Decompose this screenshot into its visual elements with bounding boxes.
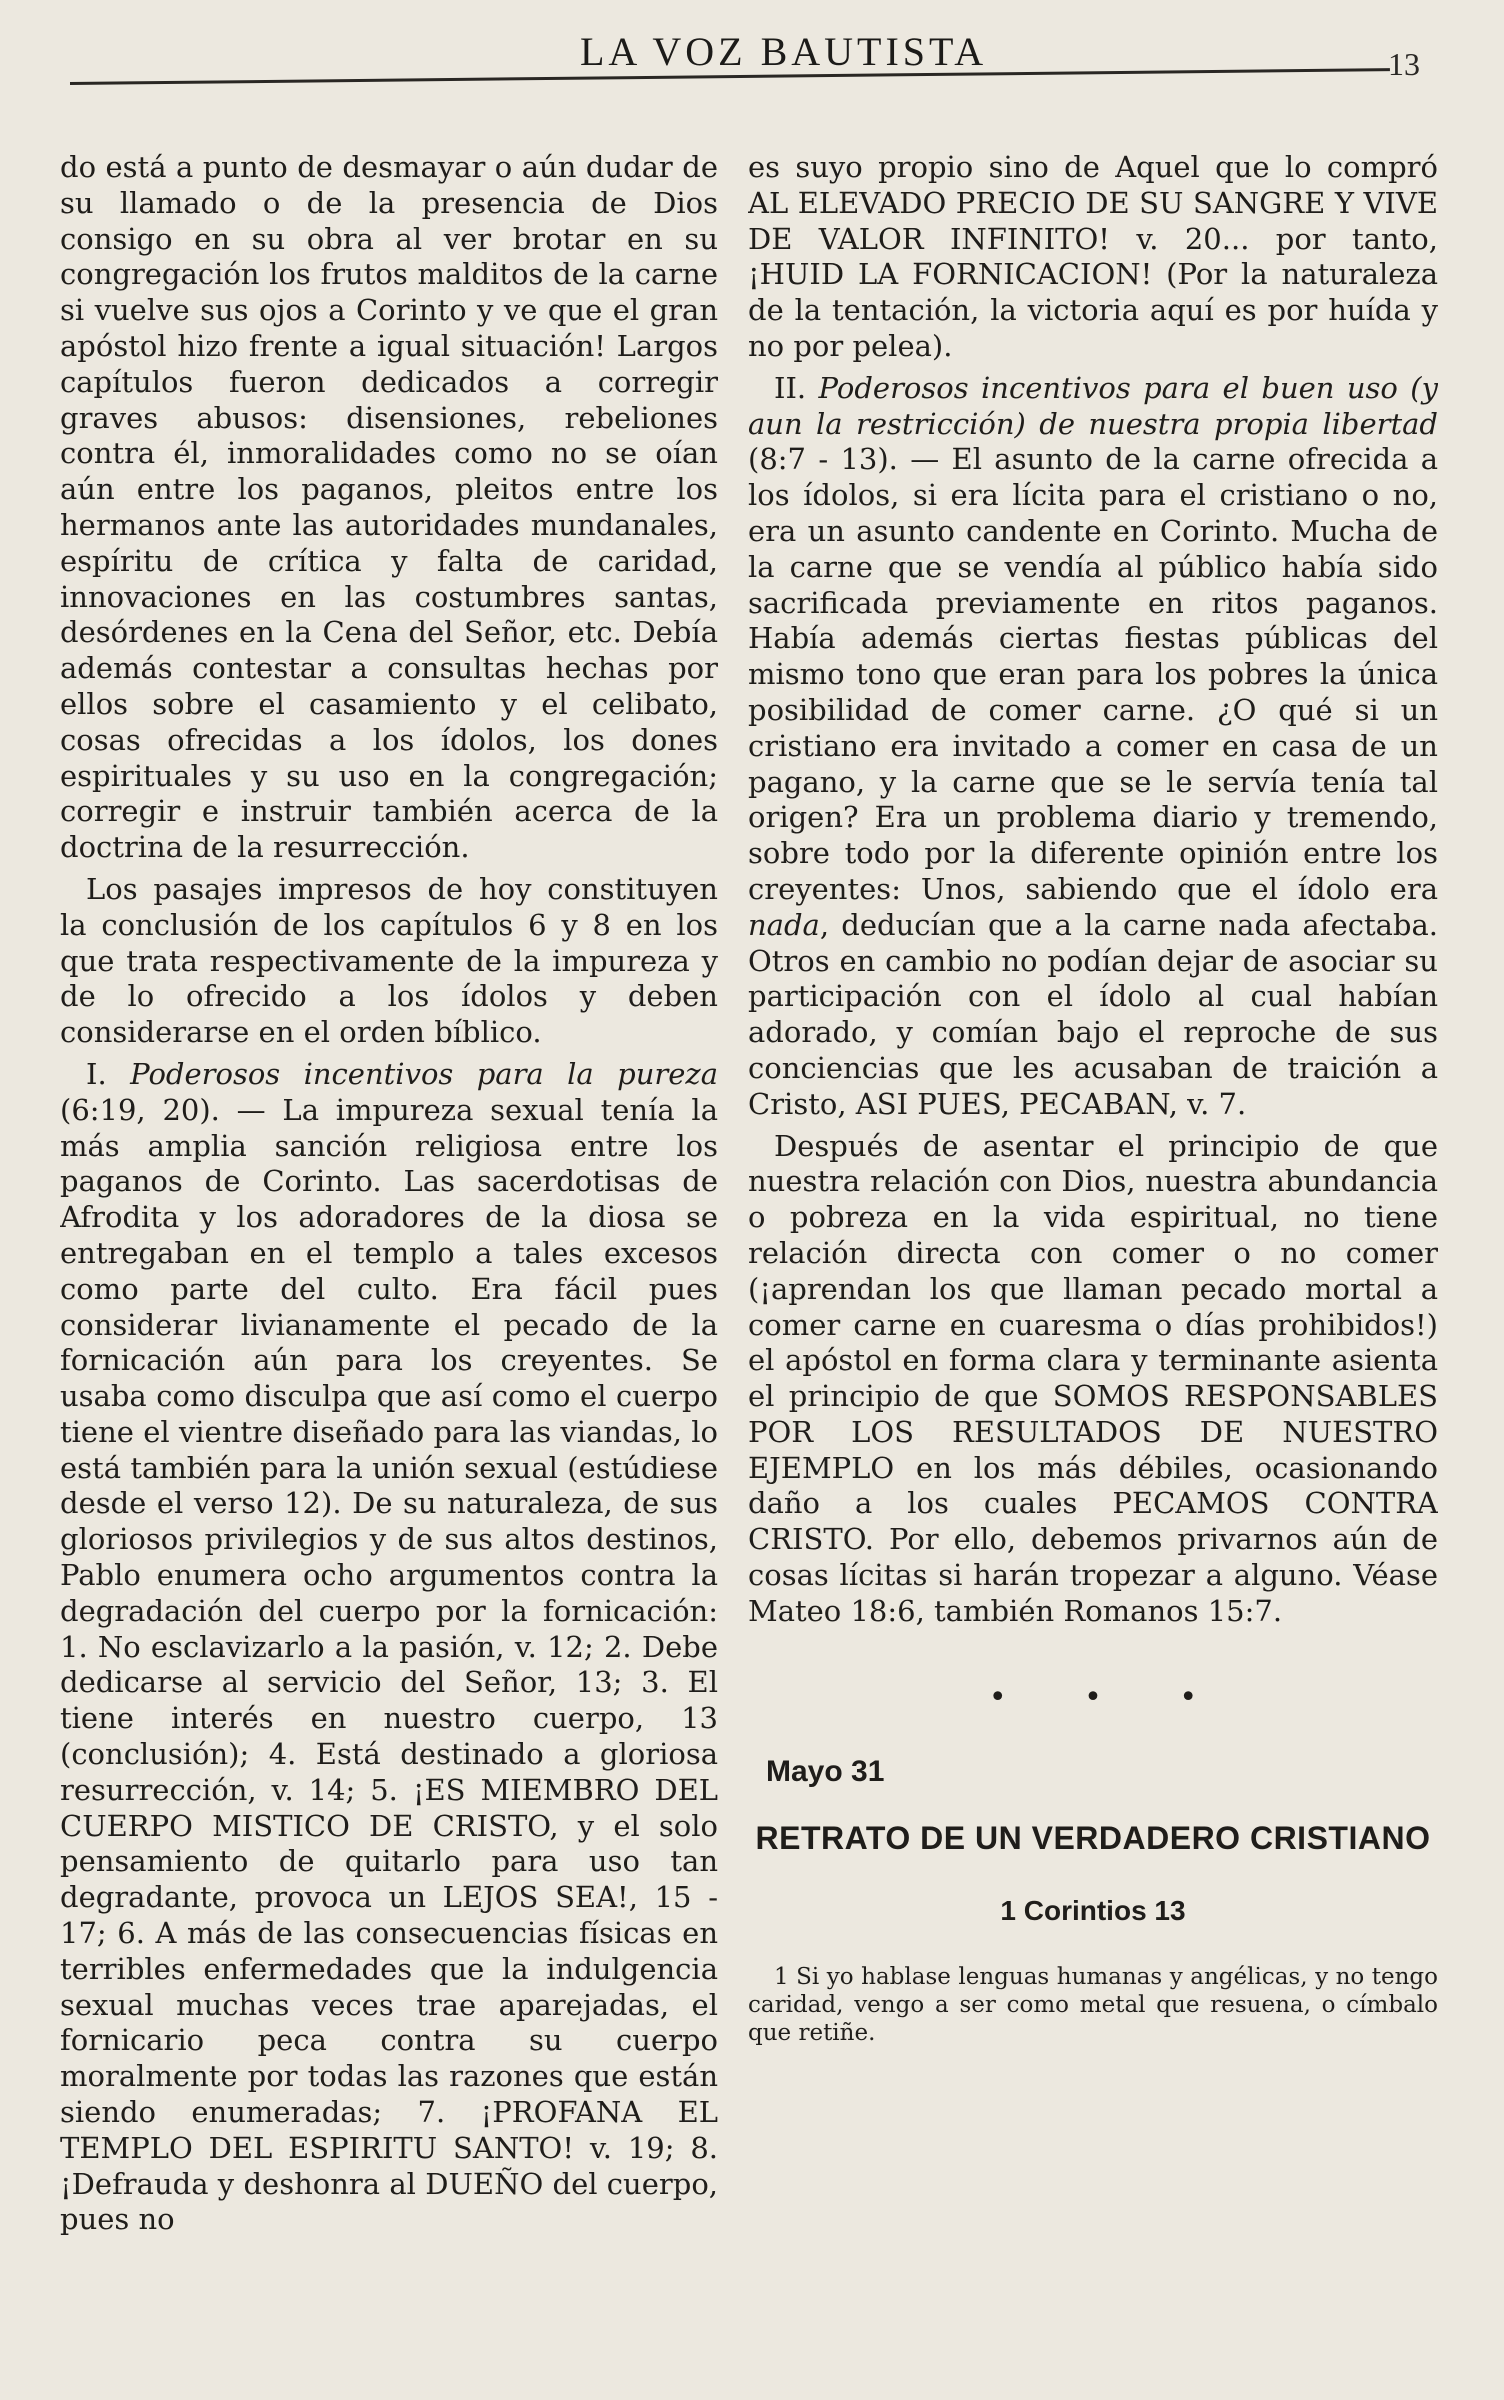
right-column — [748, 150, 1438, 2380]
section-heading-purity: Poderosos incentivos para la pureza — [130, 1056, 718, 1091]
page-header — [60, 20, 1450, 110]
paragraph-continuation-right: es suyo propio sino de Aquel que lo compró AL ELEVADO PRECIO DE SU SANGRE Y VIVE DE VALOR INFINITO! v. 20... por tanto, ¡HUID LA FORNICACION! (Por la naturaleza de la tentación, la victoria aquí es por huída y no por pelea). — [748, 150, 1438, 363]
lesson-date: Mayo 31 — [766, 1754, 885, 1788]
page-number: 13 — [1388, 46, 1420, 82]
paragraph-liberty-tail: , deducían que a la carne nada afectaba. Otros en cambio no podían dejar de asociar su participación con el ídolo al cual habían adorado, y comían bajo el reproche de sus conciencias que les acusaban de traición a Cristo, ASI PUES, PECABAN, v. 7. — [748, 907, 1438, 1121]
paragraph-continuation: do está a punto de desmayar o aún dudar de su llamado o de la presencia de Dios consigo en su obra al ver brotar en su congregación los frutos malditos de la carne si vuelve sus ojos a Corinto y ve que el gran apóstol hizo frente a igual situación! Largos capítulos fueron dedicados a corregir graves abusos: disensiones, rebeliones contra él, inmoralidades como no se oían aún entre los paganos, pleitos entre los hermanos ante las autoridades mundanales, espíritu de crítica y falta de caridad, innovaciones en las costumbres santas, desórdenes en la Cena del Señor, etc. Debía además contestar a consultas hechas por ellos sobre el casamiento y el celibato, cosas ofrecidas a los ídolos, los dones espirituales y su uso en la congregación; corregir e instruir también acerca de la doctrina de la resurrección. — [60, 150, 718, 865]
paragraph-purity-body: (6:19, 20). — La impureza sexual tenía la más amplia sanción religiosa entre los paganos de Corinto. Las sacerdotisas de Afrodita y los adoradores de la diosa se entregaban en el templo a tales excesos como parte del culto. Era fácil pues considerar livianamente el pecado de la fornicación aún para los creyentes. Se usaba como disculpa que así como el cuerpo tiene el vientre diseñado para las viandas, lo está también para la unión sexual (estúdiese desde el verso 12). De su naturaleza, de sus gloriosos privilegios y de sus altos destinos, Pablo enumera ocho argumentos contra la degradación del cuerpo por la fornicación: 1. No esclavizarlo a la pasión, v. 12; 2. Debe dedicarse al servicio del Señor, 13; 3. El tiene interés en nuestro cuerpo, 13 (conclusión); 4. Está destinado a gloriosa resurrección, v. 14; 5. ¡ES MIEMBRO DEL CUERPO MISTICO DE CRISTO, y el solo pensamiento de quitarlo para uso tan degradante, provoca un LEJOS SEA!, 15 - 17; 6. A más de las consecuencias físicas en terribles enfermedades que la indulgencia sexual muchas veces trae aparejadas, el fornicario peca contra su cuerpo moralmente por todas las razones que están siendo enumeradas; 7. ¡PROFANA EL TEMPLO DEL ESPIRITU SANTO! v. 19; 8. ¡Defrauda y deshonra al DUEÑO del cuerpo, pues no — [60, 1092, 718, 2237]
ornament-separator: • • • — [988, 1679, 1232, 1715]
section-number: II. — [774, 370, 819, 405]
paragraph-purity — [60, 1057, 718, 2238]
paragraph-conclusion: Después de asentar el principio de que nuestra relación con Dios, nuestra abundancia o pobreza en la vida espiritual, no tiene relación directa con comer o no comer (¡aprendan los que llaman pecado mortal a comer carne en cuaresma o días prohibidos!) el apóstol en forma clara y terminante asienta el principio de que SOMOS RESPONSABLES POR LOS RESULTADOS DE NUESTRO EJEMPLO en los más débiles, ocasionando daño a los cuales PECAMOS CONTRA CRISTO. Por ello, debemos privarnos aún de cosas lícitas si harán tropezar a alguno. Véase Mateo 18:6, también Romanos 15:7. — [748, 1128, 1438, 1628]
running-title: LA VOZ BAUTISTA — [580, 29, 988, 74]
section-title: RETRATO DE UN VERDADERO CRISTIANO — [755, 1819, 1431, 1856]
scripture-verse-1: 1 Si yo hablase lenguas humanas y angélicas, y no tengo caridad, vengo a ser como metal que resuena, o címbalo que retiñe. — [748, 1963, 1438, 2046]
left-column — [60, 150, 718, 2380]
paragraph-liberty — [748, 371, 1438, 1123]
italic-word: nada — [748, 907, 820, 942]
paragraph-intro: Los pasajes impresos de hoy constituyen la conclusión de los capítulos 6 y 8 en los que trata respectivamente de la impureza y de lo ofrecido a los ídolos y deben considerarse en el orden bíblico. — [60, 871, 718, 1050]
scripture-reference: 1 Corintios 13 — [1000, 1894, 1186, 1926]
section-heading-liberty: Poderosos incentivos para el buen uso (y aun la restricción) de nuestra propia libertad — [748, 370, 1438, 441]
paragraph-liberty-body: (8:7 - 13). — El asunto de la carne ofrecida a los ídolos, si era lícita para el cristiano o no, era un asunto candente en Corinto. Mucha de la carne que se vendía al público había sido sacrificada previamente en ritos paganos. Había además ciertas fiestas públicas del mismo tono que eran para los pobres la única posibilidad de comer carne. ¿O qué si un cristiano era invitado a comer en casa de un pagano, y la carne que se le servía tenía tal origen? Era un problema diario y tremendo, sobre todo por la diferente opinión entre los creyentes: Unos, sabiendo que el ídolo era — [748, 442, 1438, 906]
section-number: I. — [86, 1056, 131, 1091]
